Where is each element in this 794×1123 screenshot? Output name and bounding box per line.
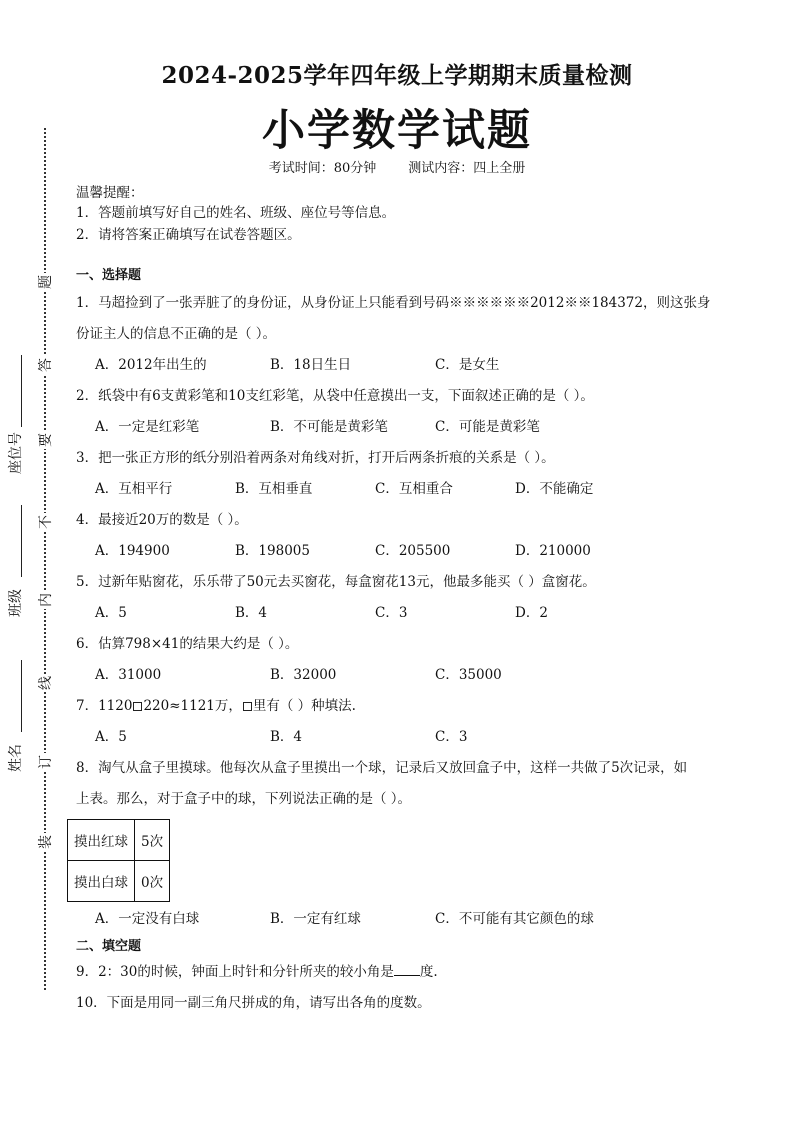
class-underline [21,505,22,577]
exam-subtitle: 2024-2025学年四年级上学期期末质量检测 [161,62,633,89]
option-b[interactable]: B．32000 [270,667,337,683]
option-c[interactable]: C．3 [375,605,408,621]
question-4-options [76,536,716,567]
option-b[interactable]: B．一定有红球 [270,911,361,927]
class-label: 班级 [8,589,24,617]
option-d[interactable]: D．210000 [515,543,591,559]
question-4-stem: 4．最接近20万的数是（ ）。 [76,512,248,528]
option-c[interactable]: C．35000 [435,667,502,683]
binding-char: 装 [35,833,55,851]
seat-number-field[interactable] [2,355,28,475]
name-underline [21,660,22,732]
exam-content-body [76,184,716,1019]
reminder-item: 1．答题前填写好自己的姓名、班级、座位号等信息。 [76,205,396,221]
option-a[interactable]: A．一定没有白球 [95,911,200,927]
exam-content: 测试内容：四上全册 [408,161,526,176]
binding-char: 要 [35,431,55,449]
binding-dotted-line [44,128,46,990]
option-c[interactable]: C．可能是黄彩笔 [435,419,540,435]
class-field[interactable] [2,505,28,625]
option-a[interactable]: A．194900 [95,543,170,559]
option-c[interactable]: C．互相重合 [375,481,453,497]
seat-number-label: 座位号 [8,432,24,474]
ball-record-table [67,819,170,902]
option-c[interactable]: C．不可能有其它颜色的球 [435,911,594,927]
section-fill-heading: 二、填空题 [76,939,142,954]
option-b[interactable]: B．4 [270,729,303,745]
question-7-stem: 7．1120 220≈1121万， 里有（ ）种填法. [76,698,356,714]
section-choice-heading: 一、选择题 [76,268,142,283]
option-d[interactable]: D．不能确定 [515,481,594,497]
question-9-stem: 9．2：30的时候，钟面上时针和分针所夹的较小角是 度. [76,964,438,980]
option-c[interactable]: C．是女生 [435,357,500,373]
table-cell: 5次 [135,820,170,861]
question-3-stem: 3．把一张正方形的纸分别沿着两条对角线对折，打开后两条折痕的关系是（ ）。 [76,450,555,466]
question-1-stem: 1．马超捡到了一张弄脏了的身份证，从身份证上只能看到号码※※※※※※2012※※184372，则这张身 [76,295,711,311]
binding-char: 不 [35,513,55,531]
option-b[interactable]: B．18日生日 [270,357,352,373]
seat-number-underline [21,355,22,427]
question-2-stem: 2．纸袋中有6支黄彩笔和10支红彩笔，从袋中任意摸出一支，下面叙述正确的是（ ）。 [76,388,594,404]
option-a[interactable]: A．2012年出生的 [95,357,207,373]
binding-char: 线 [35,674,55,692]
option-a[interactable]: A．一定是红彩笔 [95,419,200,435]
question-5-options [76,598,716,629]
option-d[interactable]: D．2 [515,605,548,621]
question-7-options [76,722,716,753]
exam-info [0,160,794,178]
option-a[interactable]: A．5 [95,729,127,745]
option-a[interactable]: A．31000 [95,667,162,683]
question-10-stem: 10．下面是用同一副三角尺拼成的角，请写出各角的度数。 [76,995,431,1011]
question-8-options [76,904,716,935]
binding-char: 内 [35,591,55,609]
question-3-options [76,474,716,505]
reminder-item: 2．请将答案正确填写在试卷答题区。 [76,227,301,243]
exam-title: 小学数学试题 [262,106,532,156]
question-6-options [76,660,716,691]
table-cell: 0次 [135,861,170,902]
option-b[interactable]: B．198005 [235,543,310,559]
option-b[interactable]: B．4 [235,605,268,621]
blank-square-icon [133,702,142,711]
table-row [68,861,170,902]
name-field[interactable] [2,660,28,780]
table-cell: 摸出白球 [68,861,135,902]
option-c[interactable]: C．3 [435,729,468,745]
option-c[interactable]: C．205500 [375,543,451,559]
reminder-title: 温馨提醒： [76,185,144,201]
question-1-stem-cont: 份证主人的信息不正确的是（ ）。 [76,326,277,342]
answer-blank[interactable] [394,963,420,976]
question-8-stem-cont: 上表。那么，对于盒子中的球，下列说法正确的是（ ）。 [76,791,412,807]
exam-time: 考试时间：80分钟 [268,161,377,176]
question-6-stem: 6．估算798×41的结果大约是（ ）。 [76,636,299,652]
option-b[interactable]: B．不可能是黄彩笔 [270,419,388,435]
name-label: 姓名 [8,744,24,772]
exam-header [0,60,794,178]
binding-char: 题 [35,273,55,291]
question-5-stem: 5．过新年贴窗花，乐乐带了50元去买窗花，每盒窗花13元，他最多能买（ ）盒窗花。 [76,574,596,590]
blank-square-icon [243,702,252,711]
table-row [68,820,170,861]
binding-char: 答 [35,356,55,374]
option-a[interactable]: A．互相平行 [95,481,173,497]
question-1-options [76,350,716,381]
question-8-stem: 8．淘气从盒子里摸球。他每次从盒子里摸出一个球，记录后又放回盒子中，这样一共做了5次记录，如 [76,760,688,776]
table-cell: 摸出红球 [68,820,135,861]
option-b[interactable]: B．互相垂直 [235,481,313,497]
question-2-options [76,412,716,443]
binding-char: 订 [35,753,55,771]
option-a[interactable]: A．5 [95,605,127,621]
